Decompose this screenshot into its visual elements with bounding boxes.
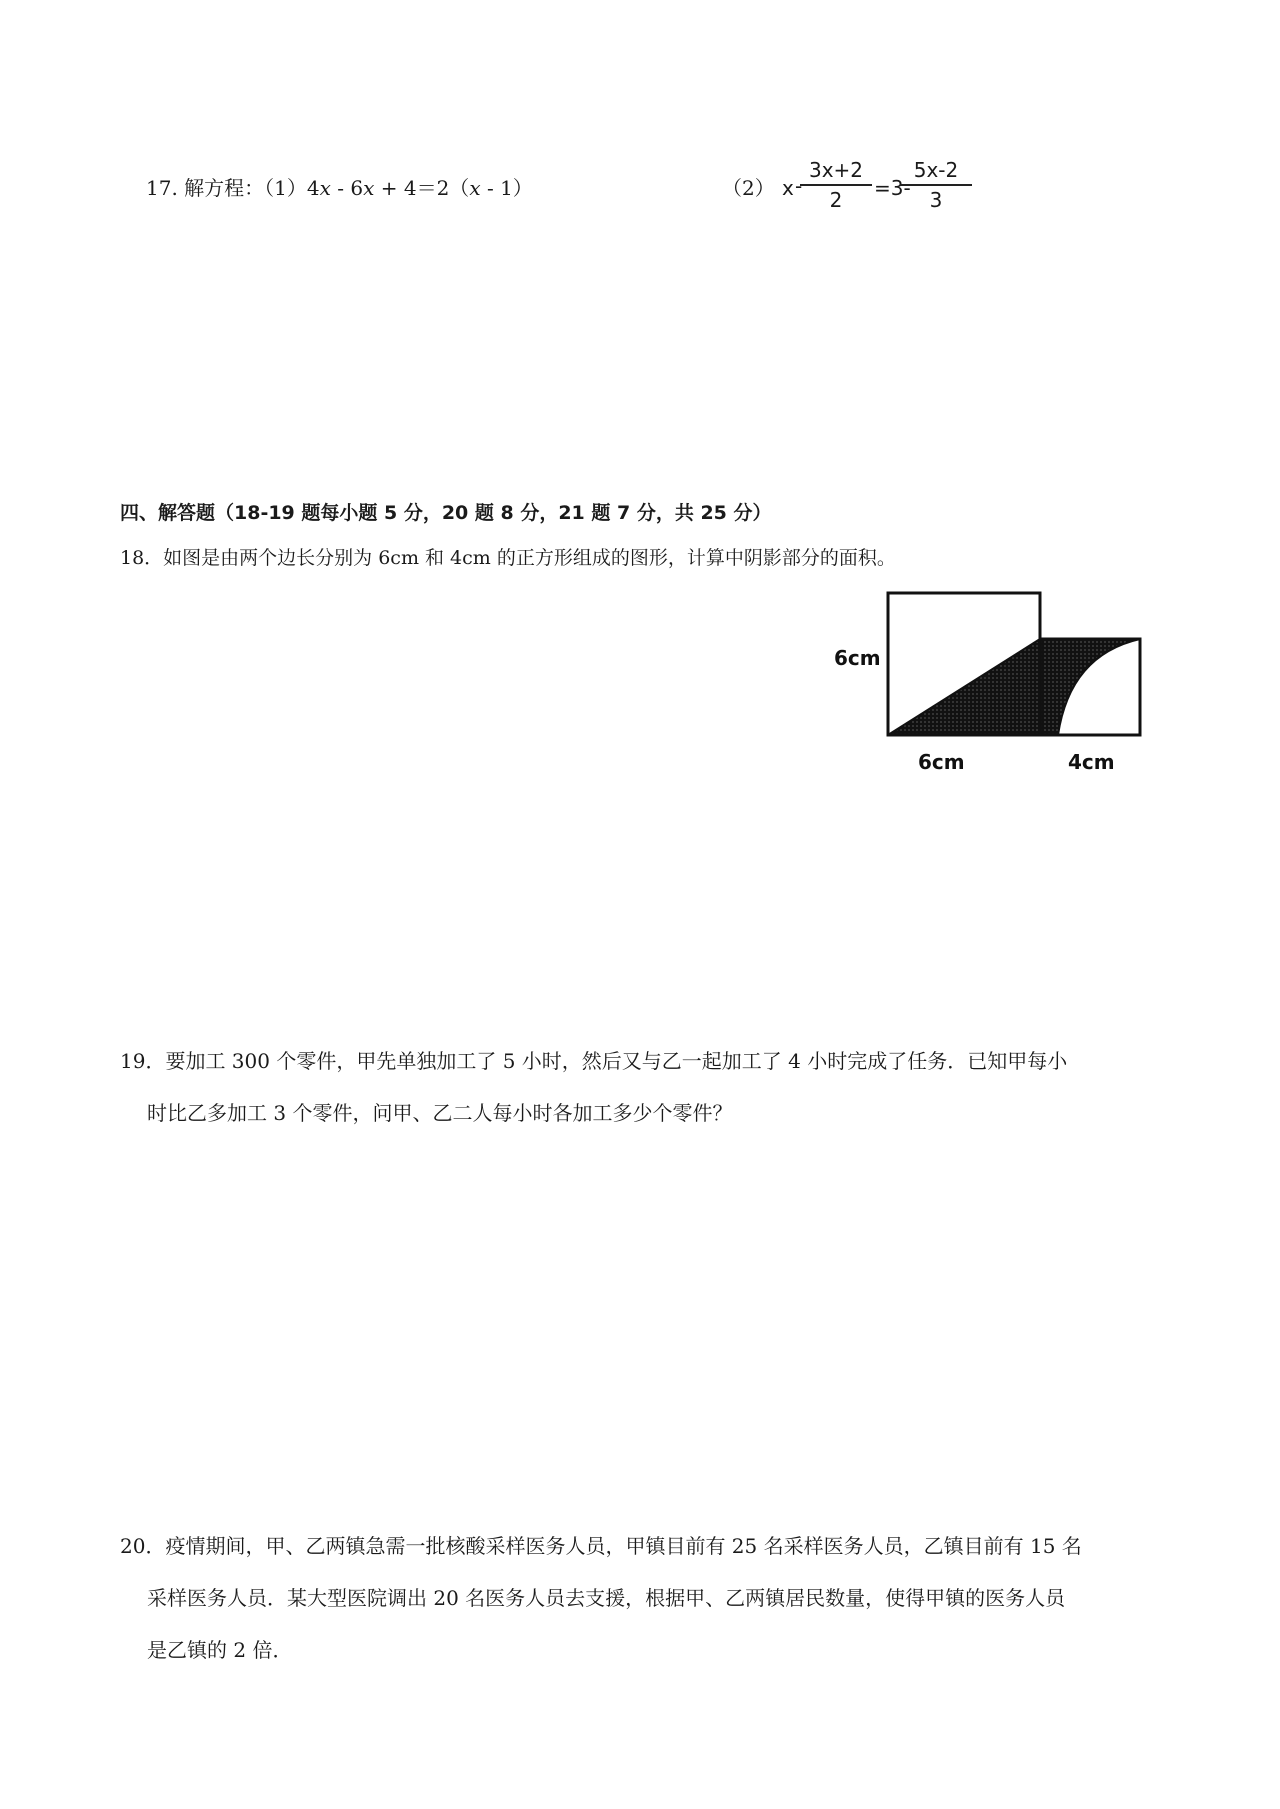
equation-2-minus: - <box>795 174 803 198</box>
fraction-1-numerator: 3x+2 <box>808 158 864 182</box>
question-20-line-2: 采样医务人员．某大型医院调出 20 名医务人员去支援，根据甲、乙两镇居民数量，使得甲镇的医务人员 <box>147 1586 1066 1610</box>
equation-2-middle: =3- <box>874 176 911 200</box>
equation-1-term: 4 <box>306 176 320 200</box>
equation-1-variable: x <box>363 176 375 200</box>
fraction-2-numerator: 5x-2 <box>913 158 959 182</box>
shaded-region <box>888 639 1140 735</box>
label-bottom-left: 6cm <box>918 750 965 774</box>
fraction-2-denominator: 3 <box>929 188 943 212</box>
question-20-line-1: 20．疫情期间，甲、乙两镇急需一批核酸采样医务人员，甲镇目前有 25 名采样医务人员，乙镇目前有 15 名 <box>120 1534 1082 1558</box>
label-bottom-right: 4cm <box>1068 750 1115 774</box>
fraction-2 <box>900 158 972 212</box>
equation-1-variable: x <box>319 176 331 200</box>
fraction-2-bar <box>900 184 972 186</box>
fraction-1-denominator: 2 <box>829 188 843 212</box>
question-17-prefix: 17. 解方程：（1） <box>146 176 307 200</box>
question-19-line-1: 19．要加工 300 个零件，甲先单独加工了 5 小时，然后又与乙一起加工了 4 小时完成了任务．已知甲每小 <box>120 1049 1068 1073</box>
question-18-text: 18．如图是由两个边长分别为 6cm 和 4cm 的正方形组成的图形，计算中阴影部分的面积。 <box>120 547 896 569</box>
equation-1-term: + 4＝2（ <box>374 176 470 200</box>
question-19-line-2: 时比乙多加工 3 个零件，问甲、乙二人每小时各加工多少个零件？ <box>147 1101 733 1125</box>
fraction-1-bar <box>800 184 872 186</box>
fraction-1 <box>800 158 872 212</box>
equation-1-variable: x <box>469 176 481 200</box>
question-20-line-3: 是乙镇的 2 倍． <box>147 1638 293 1662</box>
label-left: 6cm <box>834 646 881 670</box>
equation-1-term: - 1） <box>480 176 533 200</box>
equation-2 <box>0 0 1280 240</box>
equation-2-x: x <box>782 176 794 200</box>
equation-1-term: - 6 <box>330 176 364 200</box>
squares-figure <box>820 585 1180 785</box>
question-17-part2-label: （2） <box>722 176 775 200</box>
section-heading: 四、解答题（18-19 题每小题 5 分，20 题 8 分，21 题 7 分，共 25 分） <box>120 502 772 524</box>
